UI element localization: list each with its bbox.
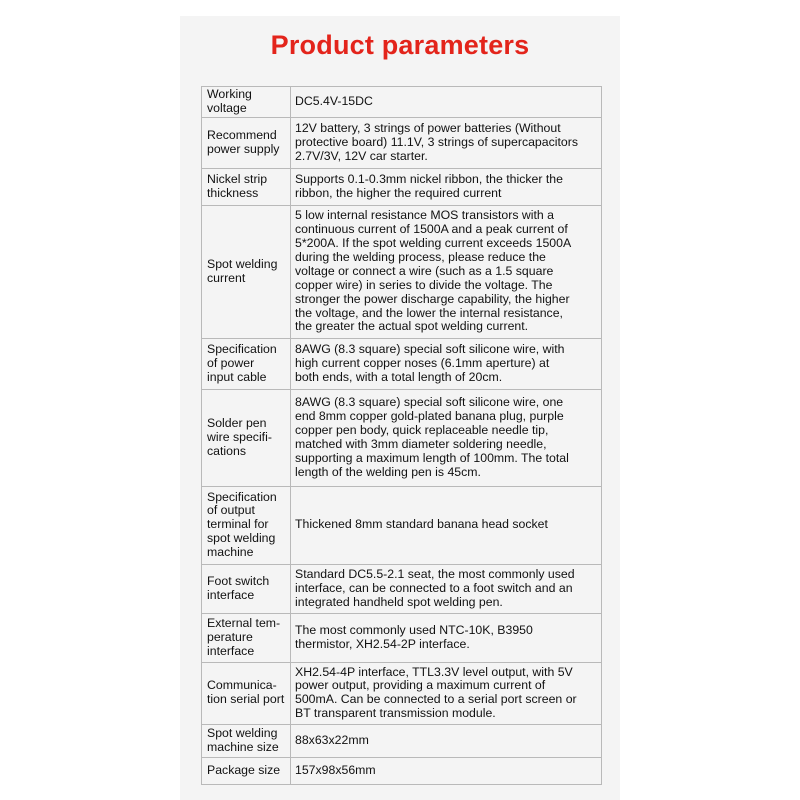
param-label: Spot welding machine size [202,724,291,757]
param-value: 157x98x56mm [291,757,602,784]
param-value: 8AWG (8.3 square) special soft silicone wire, one end 8mm copper gold-plated banana plug, purple copper pen body, quick replaceable needle tip, matched with 3mm diameter soldering needle, supporting a maximum length of 100mm. The total length of the welding pen is 45cm. [291,389,602,486]
page-title: Product parameters [270,30,530,60]
table-row-communication-serial-port [202,662,602,724]
param-value: 5 low internal resistance MOS transistors with a continuous current of 1500A and a peak current of 5*200A. If the spot welding current exceeds 1500A during the welding process, please reduce the voltage or connect a wire (such as a 1.5 square copper wire) in series to divide the voltage. The stronger the power discharge capability, the higher the voltage, and the lower the internal resistance, the greater the actual spot welding current. [291,205,602,338]
table-row-package-size [202,757,602,784]
parameters-table [201,86,602,785]
table-row-machine-size [202,724,602,757]
param-value: The most commonly used NTC-10K, B3950 thermistor, XH2.54-2P interface. [291,613,602,662]
param-label: Foot switch interface [202,564,291,613]
param-value: 8AWG (8.3 square) special soft silicone wire, with high current copper noses (6.1mm aperture) at both ends, with a total length of 20cm. [291,338,602,389]
param-label: Specification of output terminal for spot welding machine [202,486,291,564]
table-row-working-voltage [202,87,602,118]
param-label: External tem- perature interface [202,613,291,662]
param-label: Nickel strip thickness [202,168,291,205]
param-value: Standard DC5.5-2.1 seat, the most commonly used interface, can be connected to a foot switch and an integrated handheld spot welding pen. [291,564,602,613]
param-value: DC5.4V-15DC [291,87,602,118]
param-label: Specification of power input cable [202,338,291,389]
table-row-solder-pen-wire [202,389,602,486]
table-row-external-temperature [202,613,602,662]
table-row-spot-welding-current [202,205,602,338]
param-label: Working voltage [202,87,291,118]
table-row-foot-switch [202,564,602,613]
param-label: Spot welding current [202,205,291,338]
param-label: Recommend power supply [202,117,291,168]
param-label: Package size [202,757,291,784]
param-value: 88x63x22mm [291,724,602,757]
table-row-power-input-cable [202,338,602,389]
param-label: Communica- tion serial port [202,662,291,724]
table-row-output-terminal [202,486,602,564]
param-value: Thickened 8mm standard banana head socket [291,486,602,564]
table-row-nickel-strip-thickness [202,168,602,205]
param-value: 12V battery, 3 strings of power batteries (Without protective board) 11.1V, 3 strings of supercapacitors 2.7V/3V, 12V car starter. [291,117,602,168]
param-value: XH2.54-4P interface, TTL3.3V level output, with 5V power output, providing a maximum current of 500mA. Can be connected to a serial port screen or BT transparent transmission module. [291,662,602,724]
table-row-recommend-power-supply [202,117,602,168]
param-value: Supports 0.1-0.3mm nickel ribbon, the thicker the ribbon, the higher the required current [291,168,602,205]
param-label: Solder pen wire specifi- cations [202,389,291,486]
